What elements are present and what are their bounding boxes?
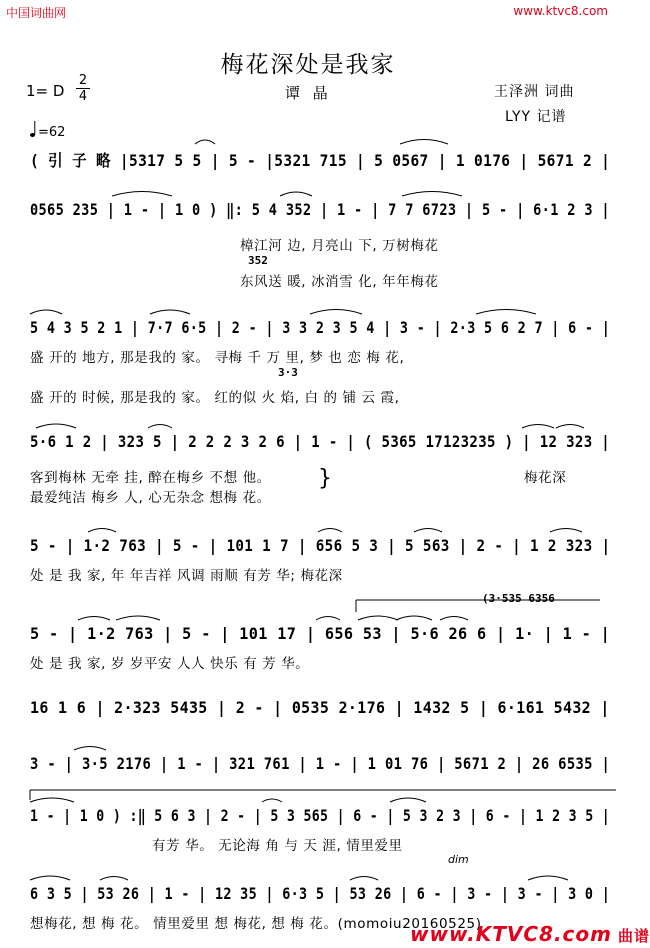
slur-arc xyxy=(112,192,172,197)
slur-arc xyxy=(528,876,568,880)
slur-arc xyxy=(350,877,378,881)
dim-marking: dim xyxy=(448,853,469,866)
lyric-line: 最爱纯洁 梅乡 人, 心无杂念 想梅 花。 xyxy=(30,490,271,506)
tempo-marking: =62 xyxy=(38,125,66,140)
time-denominator: 4 xyxy=(78,89,88,104)
slur-arc xyxy=(556,425,584,429)
slur-arc xyxy=(396,616,432,620)
notation-line: 3 - | 3·5 2176 | 1 - | 321 761 | 1 - | 1 01 76 | 5671 2 | 26 6535 | xyxy=(30,754,611,773)
slur-arc xyxy=(358,616,398,620)
slur-arc xyxy=(30,876,70,880)
slur-arc xyxy=(414,529,442,533)
notation-line: 5 - | 1·2 763 | 5 - | 101 1 7 | 656 5 3 | 5 563 | 2 - | 1 2 323 | xyxy=(30,536,611,555)
notation-line: 5 - | 1·2 763 | 5 - | 101 17 | 656 53 | 5·6 26 6 | 1· | 1 - | xyxy=(30,624,611,643)
slur-arc xyxy=(400,140,448,145)
singer-name: 谭 晶 xyxy=(285,84,332,102)
notation-line: 1 - | 1 0 ) :‖ 5 6 3 | 2 - | 5 3 565 | 6 - | 5 3 2 3 | 6 - | 1 2 3 5 | xyxy=(30,806,611,825)
key-signature: 1= D xyxy=(26,82,65,100)
notation-variant: 3·3 xyxy=(278,366,298,379)
lyric-line: 盛 开的 地方, 那是我的 家。 寻梅 千 万 里, 梦 也 恋 梅 花, xyxy=(30,350,405,366)
slur-arc xyxy=(402,192,462,197)
lyric-line: 处 是 我 家, 岁 岁平安 人人 快乐 有 芳 华。 xyxy=(30,656,310,672)
notation-line: 16 1 6 | 2·323 5435 | 2 - | 0535 2·176 | 1432 5 | 6·161 5432 | xyxy=(30,698,610,717)
site-watermark-right: www.ktvc8.com xyxy=(513,4,608,18)
slur-arc xyxy=(100,877,128,881)
slur-arc xyxy=(522,425,554,429)
slur-arc xyxy=(390,798,426,802)
verse-brace: } xyxy=(318,466,332,491)
song-title: 梅花深处是我家 xyxy=(220,52,396,78)
slur-arc xyxy=(148,425,172,429)
slur-arc xyxy=(440,617,468,621)
notation-line: ( 引 子 略 |5317 5 5 | 5 - |5321 715 | 5 0567 | 1 0176 | 5671 2 | xyxy=(30,151,611,170)
slur-arc xyxy=(116,616,160,620)
lyric-line: 处 是 我 家, 年 年吉祥 风调 雨顺 有芳 华; 梅花深 xyxy=(30,568,343,584)
slur-arc xyxy=(36,424,76,428)
slur-arc xyxy=(476,310,536,315)
notation-line: 0565 235 | 1 - | 1 0 ) ‖: 5 4 352 | 1 - | 7 7 6723 | 5 - | 6·1 2 3 | xyxy=(30,200,610,219)
lyric-line: 想梅花, 想 梅 花。 情里爱里 想 梅花, 想 梅 花。(momoiu20160525) xyxy=(30,916,482,932)
lyric-line: 樟江河 边, 月亮山 下, 万树梅花 xyxy=(240,238,439,254)
notation-line: 6 3 5 | 53 26 | 1 - | 12 35 | 6·3 5 | 53 26 | 6 - | 3 - | 3 - | 3 0 | xyxy=(30,884,611,903)
slur-arc xyxy=(195,140,215,144)
time-numerator: 2 xyxy=(78,73,88,88)
notation-variant: 352 xyxy=(248,254,268,267)
slur-arc xyxy=(550,529,582,533)
bottom-watermark-url: www.KTVC8.com xyxy=(410,922,612,946)
lyric-line: 有芳 华。 无论海 角 与 天 涯, 情里爱里 xyxy=(152,838,403,854)
lyric-line: 梅花深 xyxy=(524,470,567,486)
slur-arc xyxy=(30,798,74,802)
slur-arc xyxy=(78,617,110,621)
bottom-watermark-cn: 曲谱 xyxy=(618,927,650,945)
slur-arc xyxy=(88,529,116,533)
slur-arc xyxy=(318,529,342,533)
slur-arc xyxy=(310,310,362,315)
slur-arc xyxy=(150,310,190,314)
bottom-watermark xyxy=(410,922,650,946)
slur-arc xyxy=(30,310,62,314)
slur-arc xyxy=(316,617,340,621)
slur-arc xyxy=(74,747,106,751)
slur-arc xyxy=(262,799,282,802)
notation-variant: (3·535 6356 xyxy=(482,592,555,605)
lyric-line: 客到梅林 无牵 挂, 醉在梅乡 不想 他。 xyxy=(30,470,271,486)
slur-arc xyxy=(280,192,312,196)
lyric-line: 盛 开的 时候, 那是我的 家。 红的似 火 焰, 白 的 铺 云 霞, xyxy=(30,390,400,406)
site-watermark-left: 中国词曲网 xyxy=(6,6,67,20)
credit-lyrics-music: 王泽洲 词曲 xyxy=(494,84,575,100)
notation-line: 5 4 3 5 2 1 | 7·7 6·5 | 2 - | 3 3 2 3 5 4 | 3 - | 2·3 5 6 2 7 | 6 - | xyxy=(30,318,611,337)
credit-transcriber: LYY 记谱 xyxy=(505,109,567,125)
lyric-line: 东风送 暖, 冰消雪 化, 年年梅花 xyxy=(240,274,439,290)
notation-line: 5·6 1 2 | 323 5 | 2 2 2 3 2 6 | 1 - | ( 5365 17123235 ) | 12 323 | xyxy=(30,432,611,451)
